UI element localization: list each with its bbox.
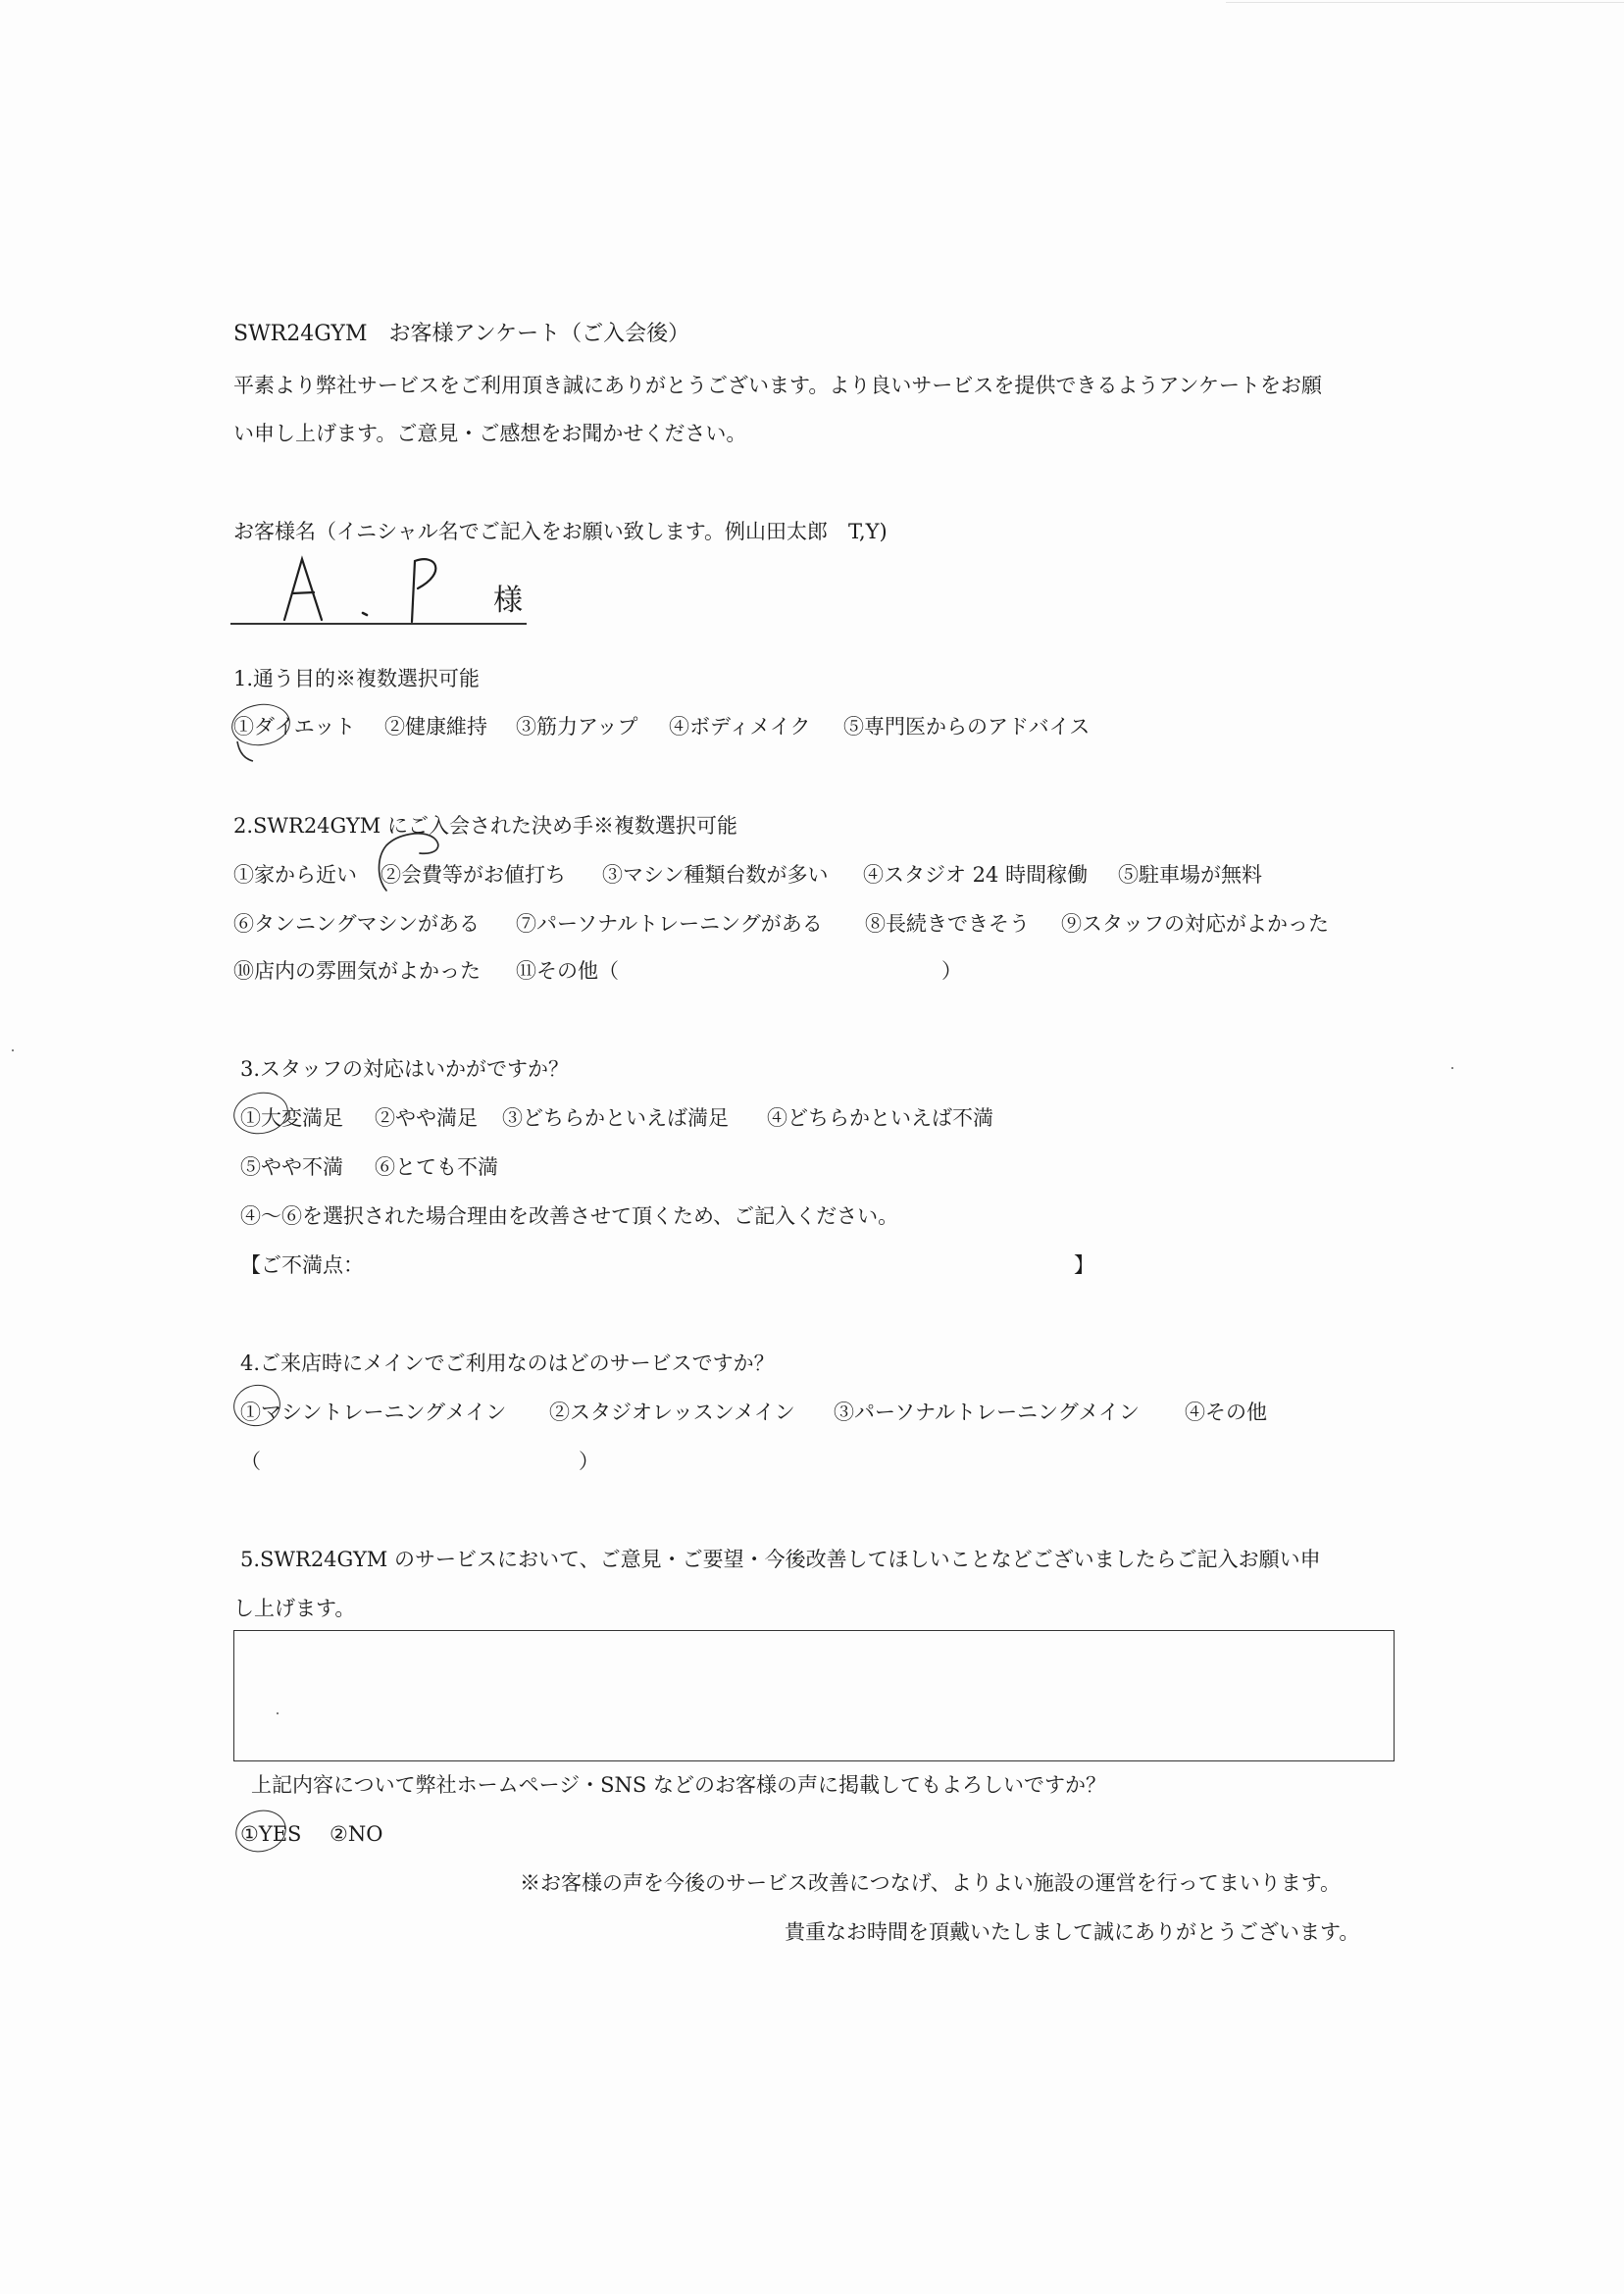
q1-option-1[interactable]: ①ダイエット (233, 715, 356, 739)
q2-other-close: ） (941, 959, 962, 983)
customer-honorific: 様 (493, 584, 523, 618)
q2-selection-mark (373, 822, 461, 900)
q2-option-10[interactable]: ⑩店内の雰囲気がよかった (233, 959, 481, 983)
q2-option-3[interactable]: ③マシン種類台数が多い (602, 863, 829, 887)
q4-option-2[interactable]: ②スタジオレッスンメイン (549, 1401, 795, 1424)
answer-box-speck (277, 1712, 279, 1714)
q3-complaint-field[interactable] (373, 1251, 1059, 1279)
q3-option-4[interactable]: ④どちらかといえば不満 (767, 1106, 993, 1130)
q1-option-5[interactable]: ⑤専門医からのアドバイス (843, 715, 1091, 739)
q1-option-4[interactable]: ④ボディメイク (669, 715, 811, 739)
consent-yes[interactable]: ①YES (240, 1822, 302, 1846)
scan-top-edge (1226, 2, 1624, 3)
q2-option-2[interactable]: ②会費等がお値打ち (381, 863, 566, 887)
consent-no[interactable]: ②NO (330, 1822, 383, 1846)
q3-option-2[interactable]: ②やや満足 (375, 1106, 478, 1130)
q2-option-5[interactable]: ⑤駐車場が無料 (1118, 863, 1262, 887)
handwritten-initials (265, 549, 520, 628)
consent-question: 上記内容について弊社ホームページ・SNS などのお客様の声に掲載してもよろしいですか？ (251, 1773, 1106, 1797)
q3-note: ④～⑥を選択された場合理由を改善させて頂くため、ご記入ください。 (240, 1204, 899, 1228)
q3-option-5[interactable]: ⑤やや不満 (240, 1155, 343, 1179)
q4-option-4[interactable]: ④その他 (1185, 1401, 1267, 1424)
q3-complaint-close: 】 (1074, 1253, 1094, 1277)
q3-selection-mark (230, 1088, 291, 1138)
q5-question-line-2: し上げます。 (233, 1597, 356, 1620)
q2-option-9[interactable]: ⑨スタッフの対応がよかった (1061, 912, 1329, 936)
q2-option-7[interactable]: ⑦パーソナルトレーニングがある (516, 912, 823, 936)
q2-option-1[interactable]: ①家から近い (233, 863, 357, 887)
survey-title: SWR24GYM お客様アンケート（ご入会後） (233, 322, 690, 346)
q4-other-open: （ (240, 1450, 261, 1473)
consent-selection-mark (231, 1805, 291, 1857)
q4-option-1[interactable]: ①マシントレーニングメイン (240, 1401, 507, 1424)
q2-option-11[interactable]: ⑪その他（ (516, 959, 619, 983)
customer-name-underline (230, 623, 527, 625)
q3-option-1[interactable]: ①大変満足 (240, 1106, 343, 1130)
q3-question: 3.スタッフの対応はいかがですか？ (240, 1057, 570, 1081)
intro-line-1: 平素より弊社サービスをご利用頂き誠にありがとうございます。より良いサービスを提供できるようアンケートをお願 (233, 374, 1323, 397)
q2-option-4[interactable]: ④スタジオ 24 時間稼働 (863, 863, 1089, 887)
q3-option-3[interactable]: ③どちらかといえば満足 (502, 1106, 729, 1130)
q1-selection-tail (233, 738, 263, 767)
footer-note: ※お客様の声を今後のサービス改善につなげ、よりよい施設の運営を行ってまいります。 (520, 1871, 1342, 1895)
q1-question: 1.通う目的※複数選択可能 (233, 667, 481, 690)
q4-option-3[interactable]: ③パーソナルトレーニングメイン (834, 1401, 1141, 1424)
q4-other-close: ） (579, 1450, 599, 1473)
customer-name-label: お客様名（イニシャル名でご記入をお願い致します。例山田太郎 T,Y) (233, 520, 888, 543)
q2-question: 2.SWR24GYM にご入会された決め手※複数選択可能 (233, 814, 737, 838)
footer-thanks: 貴重なお時間を頂戴いたしまして誠にありがとうございます。 (785, 1920, 1360, 1944)
scan-speck (12, 1049, 14, 1051)
q3-complaint-label: 【ご不満点： (240, 1253, 364, 1277)
q5-question-line-1: 5.SWR24GYM のサービスにおいて、ご意見・ご要望・今後改善してほしいことなどございましたらご記入お願い申 (240, 1548, 1321, 1571)
intro-line-2: い申し上げます。ご意見・ご感想をお聞かせください。 (233, 422, 747, 445)
q5-answer-box[interactable] (233, 1630, 1395, 1761)
q2-option-6[interactable]: ⑥タンニングマシンがある (233, 912, 481, 936)
q4-other-field[interactable] (267, 1448, 571, 1475)
q1-option-2[interactable]: ②健康維持 (384, 715, 487, 739)
q3-option-6[interactable]: ⑥とても不満 (375, 1155, 498, 1179)
q4-question: 4.ご来店時にメインでご利用なのはどのサービスですか？ (240, 1351, 775, 1375)
q2-option-8[interactable]: ⑧長続きできそう (865, 912, 1030, 936)
q1-option-3[interactable]: ③筋力アップ (516, 715, 638, 739)
scan-speck (1451, 1067, 1453, 1069)
